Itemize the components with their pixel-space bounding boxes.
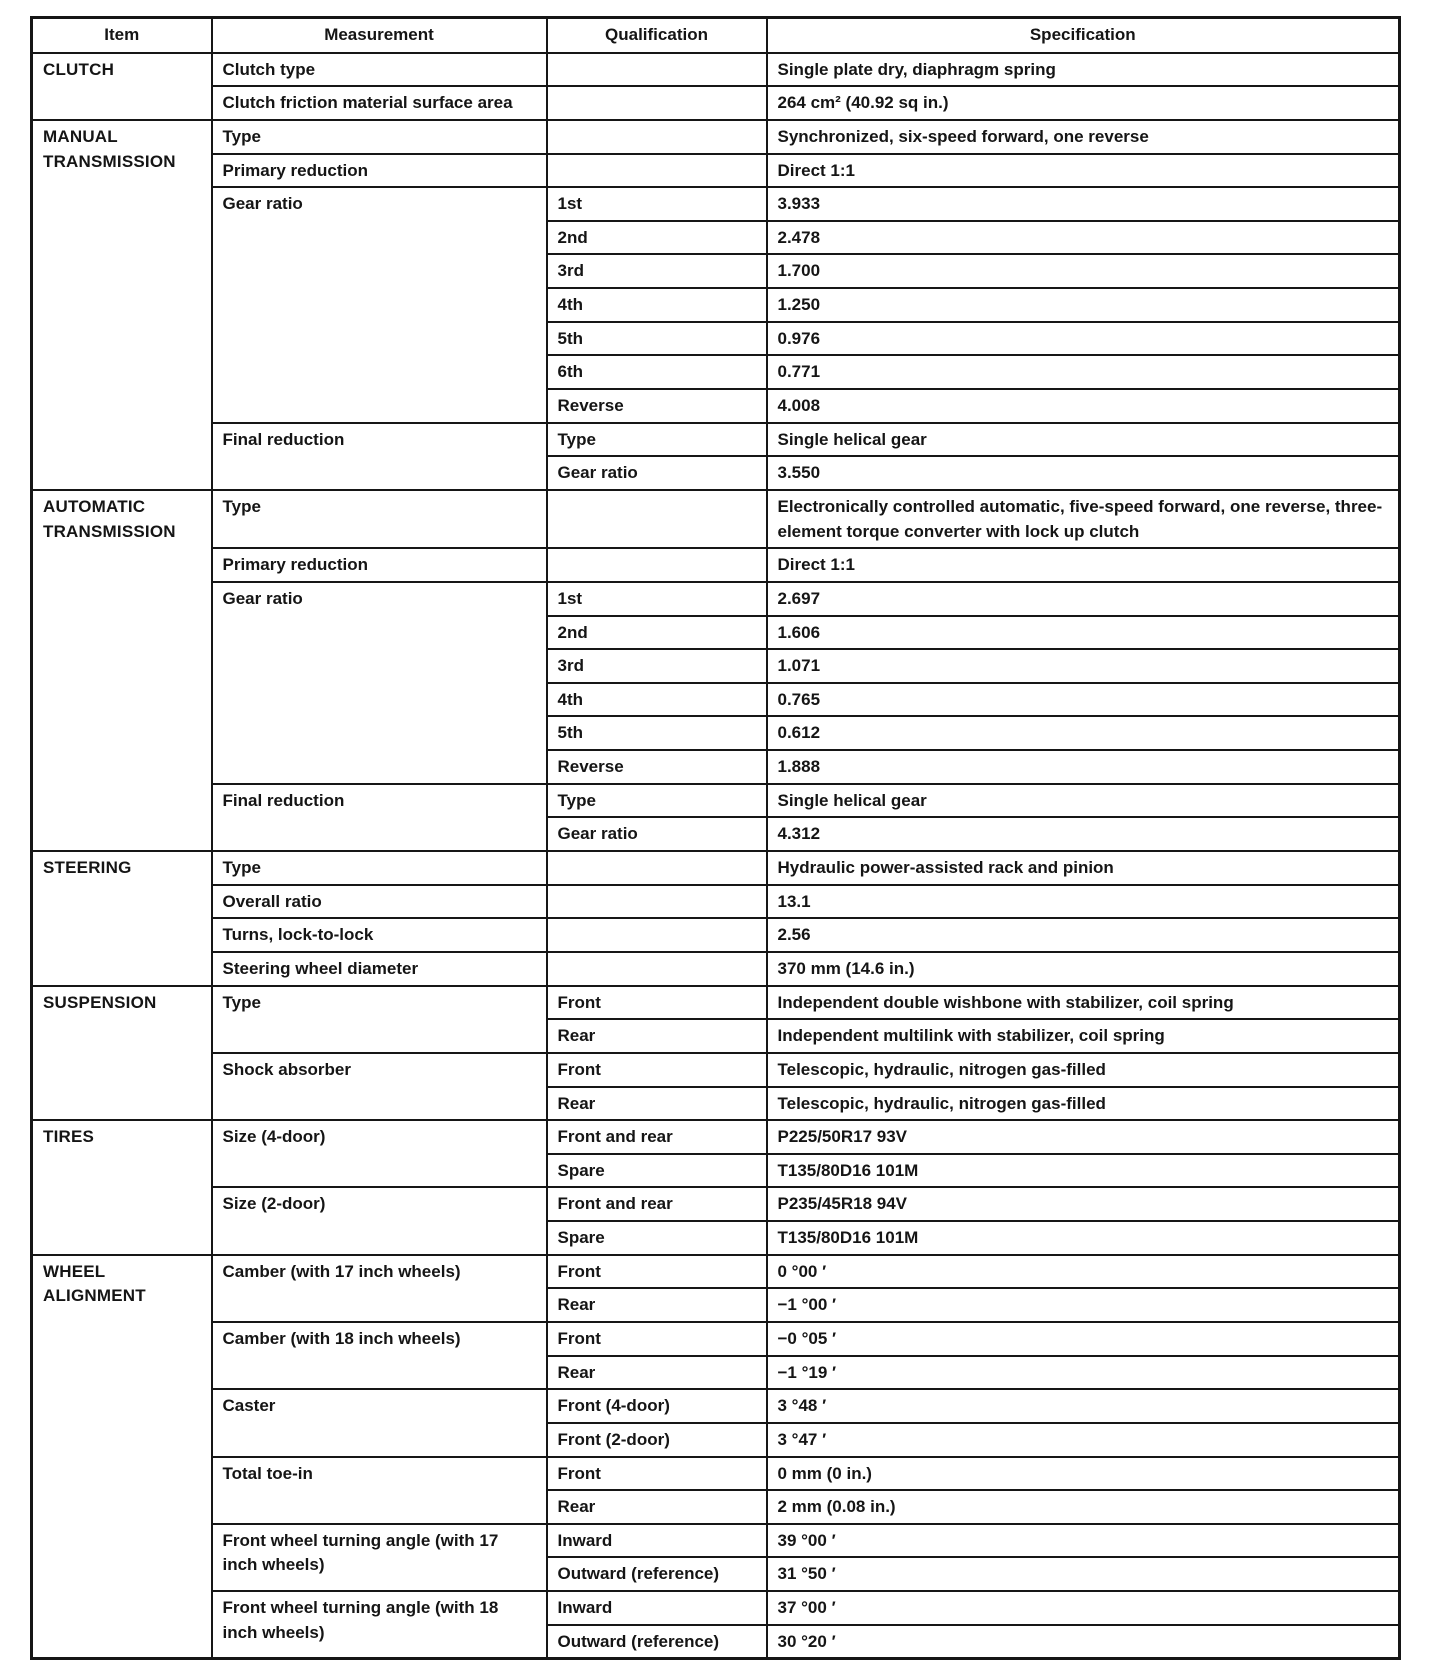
- specification-cell: 2.56: [767, 918, 1400, 952]
- specification-cell: 1.888: [767, 750, 1400, 784]
- item-cell: TIRES: [32, 1120, 212, 1255]
- specification-cell: 13.1: [767, 885, 1400, 919]
- qualification-cell: Front: [547, 1322, 767, 1356]
- specification-cell: Single helical gear: [767, 784, 1400, 818]
- specification-cell: Independent multilink with stabilizer, coil spring: [767, 1019, 1400, 1053]
- table-row: [32, 582, 1400, 616]
- qualification-cell: Rear: [547, 1288, 767, 1322]
- qualification-cell: 4th: [547, 683, 767, 717]
- measurement-cell: Size (4-door): [212, 1120, 547, 1187]
- measurement-cell: Primary reduction: [212, 154, 547, 188]
- measurement-cell: Type: [212, 120, 547, 154]
- measurement-cell: Overall ratio: [212, 885, 547, 919]
- qualification-cell: Front: [547, 1255, 767, 1289]
- qualification-cell: Front (2-door): [547, 1423, 767, 1457]
- qualification-cell: Type: [547, 423, 767, 457]
- specification-cell: 1.071: [767, 649, 1400, 683]
- qualification-cell: Rear: [547, 1356, 767, 1390]
- specification-cell: Hydraulic power-assisted rack and pinion: [767, 851, 1400, 885]
- qualification-cell: Spare: [547, 1221, 767, 1255]
- measurement-cell: Front wheel turning angle (with 17 inch wheels): [212, 1524, 547, 1591]
- specification-cell: 39 °00 ′: [767, 1524, 1400, 1558]
- specification-cell: 1.250: [767, 288, 1400, 322]
- item-cell: AUTOMATIC TRANSMISSION: [32, 490, 212, 851]
- qualification-cell: [547, 548, 767, 582]
- qualification-cell: [547, 490, 767, 548]
- specification-cell: 0.612: [767, 716, 1400, 750]
- table-header: [32, 18, 1400, 53]
- table-row: [32, 784, 1400, 818]
- specification-cell: 3 °48 ′: [767, 1389, 1400, 1423]
- qualification-cell: [547, 851, 767, 885]
- specification-cell: 0 mm (0 in.): [767, 1457, 1400, 1491]
- table-row: [32, 851, 1400, 885]
- specification-cell: 0.771: [767, 355, 1400, 389]
- specification-cell: Single plate dry, diaphragm spring: [767, 53, 1400, 87]
- specification-cell: P235/45R18 94V: [767, 1187, 1400, 1221]
- measurement-cell: Final reduction: [212, 784, 547, 851]
- table-row: [32, 1389, 1400, 1423]
- table-row: [32, 1255, 1400, 1289]
- table-row: [32, 187, 1400, 221]
- table-row: [32, 1120, 1400, 1154]
- measurement-cell: Type: [212, 986, 547, 1053]
- table-row: [32, 53, 1400, 87]
- specification-cell: Synchronized, six-speed forward, one reverse: [767, 120, 1400, 154]
- table-row: [32, 952, 1400, 986]
- item-cell: SUSPENSION: [32, 986, 212, 1121]
- table-row: [32, 1187, 1400, 1221]
- measurement-cell: Clutch friction material surface area: [212, 86, 547, 120]
- qualification-cell: Rear: [547, 1019, 767, 1053]
- table-row: [32, 918, 1400, 952]
- specification-cell: Direct 1:1: [767, 548, 1400, 582]
- measurement-cell: Total toe-in: [212, 1457, 547, 1524]
- specification-cell: 3 °47 ′: [767, 1423, 1400, 1457]
- qualification-cell: Front: [547, 986, 767, 1020]
- qualification-cell: 1st: [547, 187, 767, 221]
- measurement-cell: Front wheel turning angle (with 18 inch wheels): [212, 1591, 547, 1659]
- specification-cell: T135/80D16 101M: [767, 1154, 1400, 1188]
- measurement-cell: Gear ratio: [212, 187, 547, 422]
- specifications-table: [30, 16, 1401, 1660]
- header-item: Item: [32, 18, 212, 53]
- specification-cell: 30 °20 ′: [767, 1625, 1400, 1659]
- qualification-cell: Gear ratio: [547, 817, 767, 851]
- specification-cell: −1 °19 ′: [767, 1356, 1400, 1390]
- qualification-cell: Gear ratio: [547, 456, 767, 490]
- specification-cell: 370 mm (14.6 in.): [767, 952, 1400, 986]
- qualification-cell: [547, 120, 767, 154]
- qualification-cell: Front: [547, 1053, 767, 1087]
- measurement-cell: Size (2-door): [212, 1187, 547, 1254]
- specification-cell: 3.933: [767, 187, 1400, 221]
- measurement-cell: Steering wheel diameter: [212, 952, 547, 986]
- qualification-cell: 2nd: [547, 221, 767, 255]
- specification-cell: 37 °00 ′: [767, 1591, 1400, 1625]
- specification-cell: T135/80D16 101M: [767, 1221, 1400, 1255]
- qualification-cell: Rear: [547, 1490, 767, 1524]
- table-row: [32, 120, 1400, 154]
- specification-cell: 2.478: [767, 221, 1400, 255]
- specification-cell: Telescopic, hydraulic, nitrogen gas-filled: [767, 1053, 1400, 1087]
- specification-cell: Electronically controlled automatic, five-speed forward, one reverse, three-element torque converter with lock up clutch: [767, 490, 1400, 548]
- qualification-cell: [547, 952, 767, 986]
- item-cell: STEERING: [32, 851, 212, 986]
- qualification-cell: [547, 86, 767, 120]
- table-row: [32, 1322, 1400, 1356]
- qualification-cell: Front (4-door): [547, 1389, 767, 1423]
- specification-cell: 4.008: [767, 389, 1400, 423]
- item-cell: WHEEL ALIGNMENT: [32, 1255, 212, 1659]
- specification-cell: 1.606: [767, 616, 1400, 650]
- measurement-cell: Camber (with 18 inch wheels): [212, 1322, 547, 1389]
- table-row: [32, 1524, 1400, 1558]
- table-row: [32, 490, 1400, 548]
- specification-cell: 264 cm² (40.92 sq in.): [767, 86, 1400, 120]
- specification-cell: Independent double wishbone with stabilizer, coil spring: [767, 986, 1400, 1020]
- specification-cell: Single helical gear: [767, 423, 1400, 457]
- table-row: [32, 1053, 1400, 1087]
- table-row: [32, 986, 1400, 1020]
- specification-cell: −0 °05 ′: [767, 1322, 1400, 1356]
- specification-cell: 3.550: [767, 456, 1400, 490]
- qualification-cell: 2nd: [547, 616, 767, 650]
- header-qualification: Qualification: [547, 18, 767, 53]
- measurement-cell: Caster: [212, 1389, 547, 1456]
- qualification-cell: Front and rear: [547, 1120, 767, 1154]
- measurement-cell: Type: [212, 490, 547, 548]
- measurement-cell: Type: [212, 851, 547, 885]
- table-row: [32, 86, 1400, 120]
- specification-cell: 2 mm (0.08 in.): [767, 1490, 1400, 1524]
- qualification-cell: Front: [547, 1457, 767, 1491]
- specification-cell: 1.700: [767, 254, 1400, 288]
- measurement-cell: Gear ratio: [212, 582, 547, 784]
- qualification-cell: [547, 918, 767, 952]
- item-cell: CLUTCH: [32, 53, 212, 120]
- specification-cell: Direct 1:1: [767, 154, 1400, 188]
- specification-cell: 2.697: [767, 582, 1400, 616]
- item-cell: MANUAL TRANSMISSION: [32, 120, 212, 490]
- qualification-cell: 5th: [547, 322, 767, 356]
- specification-cell: 0 °00 ′: [767, 1255, 1400, 1289]
- qualification-cell: [547, 885, 767, 919]
- qualification-cell: 3rd: [547, 649, 767, 683]
- qualification-cell: 6th: [547, 355, 767, 389]
- qualification-cell: Inward: [547, 1524, 767, 1558]
- spec-table-body: [32, 53, 1400, 1659]
- table-row: [32, 1457, 1400, 1491]
- qualification-cell: Reverse: [547, 750, 767, 784]
- specification-cell: 4.312: [767, 817, 1400, 851]
- header-measurement: Measurement: [212, 18, 547, 53]
- qualification-cell: 5th: [547, 716, 767, 750]
- specification-cell: P225/50R17 93V: [767, 1120, 1400, 1154]
- header-specification: Specification: [767, 18, 1400, 53]
- qualification-cell: Inward: [547, 1591, 767, 1625]
- table-row: [32, 423, 1400, 457]
- measurement-cell: Shock absorber: [212, 1053, 547, 1120]
- specification-cell: −1 °00 ′: [767, 1288, 1400, 1322]
- measurement-cell: Camber (with 17 inch wheels): [212, 1255, 547, 1322]
- measurement-cell: Final reduction: [212, 423, 547, 490]
- qualification-cell: [547, 154, 767, 188]
- qualification-cell: Spare: [547, 1154, 767, 1188]
- table-row: [32, 1591, 1400, 1625]
- specification-cell: Telescopic, hydraulic, nitrogen gas-filled: [767, 1087, 1400, 1121]
- table-row: [32, 154, 1400, 188]
- qualification-cell: Type: [547, 784, 767, 818]
- qualification-cell: 4th: [547, 288, 767, 322]
- qualification-cell: Reverse: [547, 389, 767, 423]
- qualification-cell: [547, 53, 767, 87]
- measurement-cell: Clutch type: [212, 53, 547, 87]
- specification-cell: 0.976: [767, 322, 1400, 356]
- qualification-cell: Outward (reference): [547, 1557, 767, 1591]
- specification-cell: 0.765: [767, 683, 1400, 717]
- header-row: [32, 18, 1400, 53]
- measurement-cell: Primary reduction: [212, 548, 547, 582]
- qualification-cell: Front and rear: [547, 1187, 767, 1221]
- table-row: [32, 885, 1400, 919]
- qualification-cell: Outward (reference): [547, 1625, 767, 1659]
- qualification-cell: 3rd: [547, 254, 767, 288]
- measurement-cell: Turns, lock-to-lock: [212, 918, 547, 952]
- qualification-cell: Rear: [547, 1087, 767, 1121]
- specification-cell: 31 °50 ′: [767, 1557, 1400, 1591]
- qualification-cell: 1st: [547, 582, 767, 616]
- table-row: [32, 548, 1400, 582]
